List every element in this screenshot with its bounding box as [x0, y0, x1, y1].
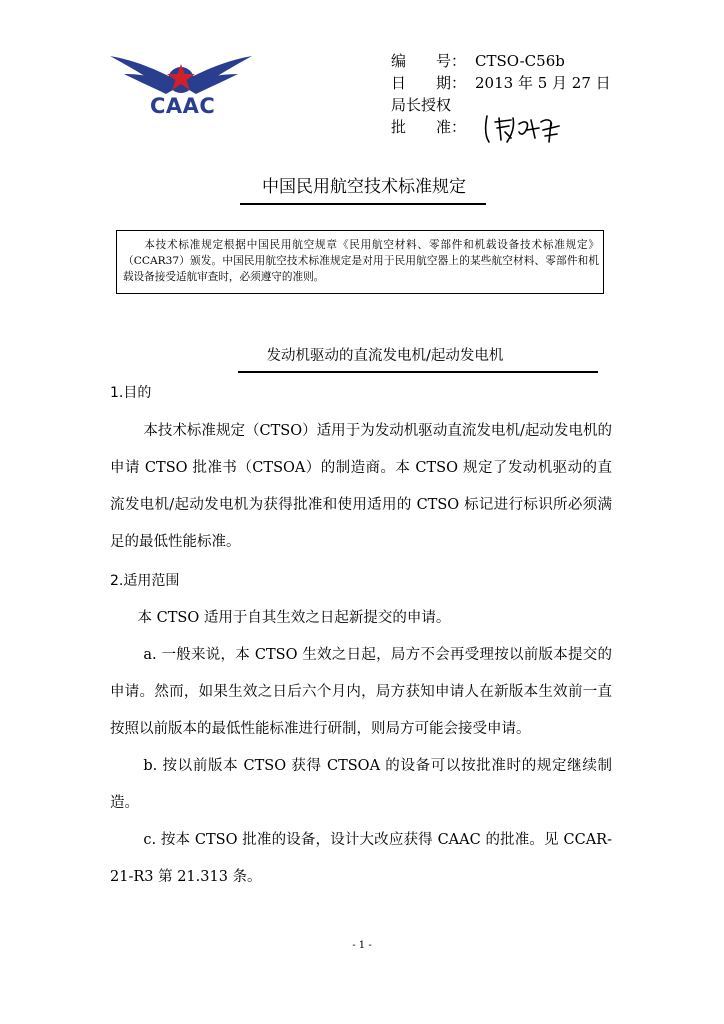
doc-number-value: CTSO-C56b [475, 52, 565, 70]
purpose-paragraph: 本技术标准规定（CTSO）适用于为发动机驱动直流发电机/起动发电机的申请 CTSO 批准书（CTSOA）的制造商。本 CTSO 规定了发动机驱动的直流发电机/起动发电机为获得批准和使用适用的 CTSO 标记进行标识所必须满足的最低性能标准。 [110, 423, 612, 550]
approve-label: 批 准： [391, 118, 467, 136]
scope-item-c: c. 按本 CTSO 批准的设备，设计大改应获得 CAAC 的批准。见 CCAR-21-R3 第 21.313 条。 [110, 832, 612, 885]
date-row [391, 72, 611, 94]
approve-row [391, 116, 473, 138]
title-underline [240, 203, 486, 205]
doc-number-row [391, 50, 565, 72]
handwritten-signature-icon [481, 112, 571, 146]
section-purpose-body [110, 413, 612, 561]
scope-intro: 本 CTSO 适用于自其生效之日起新提交的申请。 [137, 610, 451, 626]
notice-box [116, 230, 604, 294]
scope-item-a: a. 一般来说，本 CTSO 生效之日起，局方不会再受理按以前版本提交的申请。然而，如果生效之日后六个月内，局方获知申请人在新版本生效前一直按照以前版本的最低性能标准进行研制，则局方可能会接受申请。 [110, 647, 612, 737]
date-label: 日 期： [391, 74, 467, 92]
scope-item-b: b. 按以前版本 CTSO 获得 CTSOA 的设备可以按批准时的规定继续制造。 [110, 758, 612, 811]
authorized-row [391, 94, 473, 116]
document-title: 中国民用航空技术标准规定 [262, 177, 466, 197]
date-value: 2013 年 5 月 27 日 [475, 74, 611, 92]
document-meta [391, 50, 611, 138]
logo-text: CAAC [150, 94, 216, 118]
section-scope-heading: 2.适用范围 [110, 573, 180, 589]
caac-wings-emblem-icon [106, 52, 256, 96]
section-scope-body [110, 600, 612, 896]
notice-text: 本技术标准规定根据中国民用航空规章《民用航空材料、零部件和机载设备技术标准规定》（CCAR37）颁发。中国民用航空技术标准规定是对用于民用航空器上的某些航空材料、零部件和机载设备接受适航审查时，必须遵守的准则。 [123, 239, 599, 283]
caac-logo [106, 52, 256, 122]
doc-number-label: 编 号： [391, 52, 467, 70]
section-purpose-heading: 1.目的 [110, 385, 152, 401]
authorized-label: 局长授权 [391, 96, 452, 114]
subject-title: 发动机驱动的直流发电机/起动发电机 [266, 348, 504, 364]
page-number: - 1 - [352, 940, 372, 951]
subject-underline [238, 371, 598, 373]
